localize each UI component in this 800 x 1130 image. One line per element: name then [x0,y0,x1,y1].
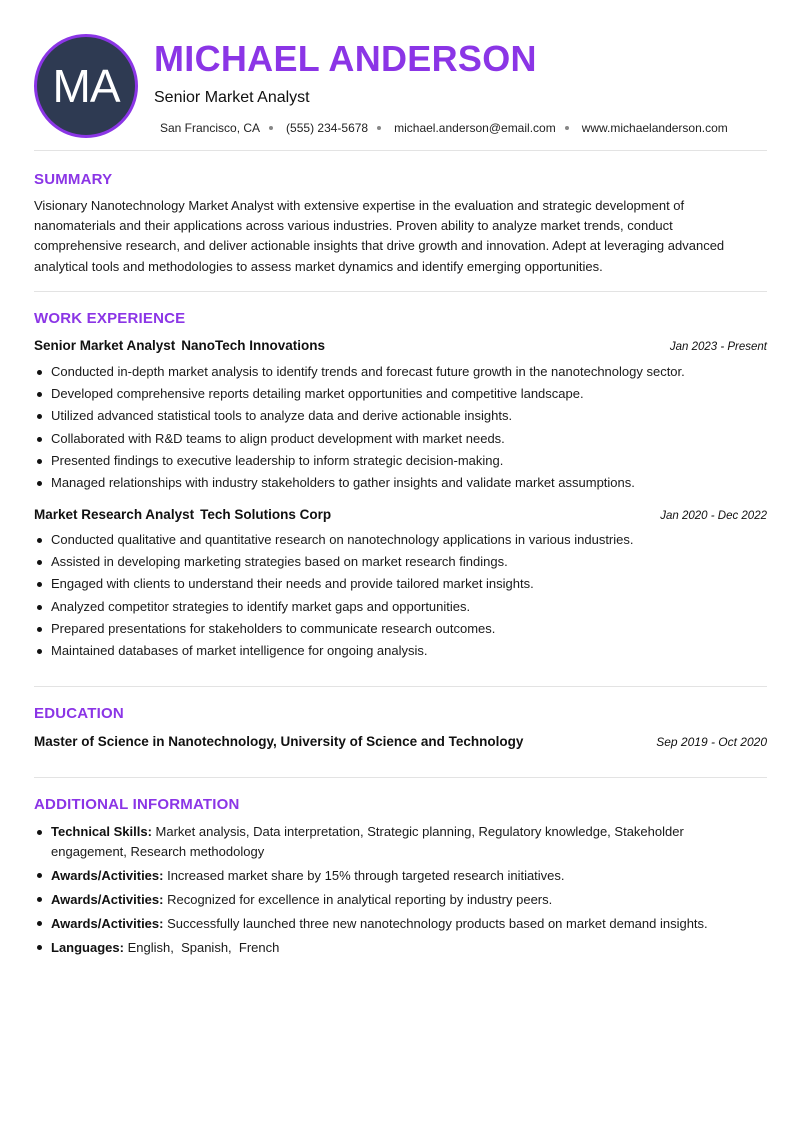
info-label: Awards/Activities: [51,915,164,931]
contact-bar [160,121,767,135]
divider [34,291,767,292]
list-item [51,822,740,861]
summary-text: Visionary Nanotechnology Market Analyst with extensive expertise in the evaluation and strategic development of nanomaterials and their applications across various industries. Proven ability to analyze market trends, conduct comprehensive research, and deliver actionable insights that drive growth and innovation. Adept at leveraging advanced analytical tools and methodologies to assess market dynamics and identify emerging opportunities. [34,198,725,274]
info-text: Increased market share by 15% through targeted research initiatives. [167,867,565,883]
job-bullets [51,361,767,494]
contact-location: San Francisco, CA [160,121,261,135]
list-item: Engaged with clients to understand their needs and provide tailored market insights. [51,573,767,595]
separator-dot-icon [377,126,381,130]
list-item: Conducted qualitative and quantitative research on nanotechnology applications in various industries. [51,529,767,551]
job-company: NanoTech Innovations [181,338,326,353]
list-item: Developed comprehensive reports detailing market opportunities and competitive landscape. [51,383,767,405]
candidate-name: MICHAEL ANDERSON [154,38,537,79]
list-item [51,938,740,958]
job-title [34,507,331,522]
list-item: Presented findings to executive leadership to inform strategic decision-making. [51,450,767,472]
education-date: Sep 2019 - Oct 2020 [656,735,767,749]
avatar-initials: MA [52,60,120,112]
additional-heading: ADDITIONAL INFORMATION [34,796,240,813]
separator-dot-icon [565,126,569,130]
info-text: Successfully launched three new nanotechnology products based on market demand insights. [167,915,708,931]
education-entry [34,734,767,749]
job-role: Senior Market Analyst [34,338,176,353]
job-title [34,338,325,353]
divider [34,150,767,151]
contact-website[interactable]: www.michaelanderson.com [581,121,728,135]
info-text: English, Spanish, French [127,939,280,955]
info-label: Awards/Activities: [51,867,164,883]
job-date: Jan 2023 - Present [669,341,767,353]
list-item: Assisted in developing marketing strategies based on market research findings. [51,551,767,573]
info-text: Recognized for excellence in analytical reporting by industry peers. [167,891,553,907]
info-label: Technical Skills: [51,824,152,839]
job-header [34,338,767,353]
additional-list [51,822,740,962]
summary-heading: SUMMARY [34,171,113,188]
list-item: Maintained databases of market intelligence for ongoing analysis. [51,640,767,662]
info-text: Market analysis, Data interpretation, Strategic planning, Regulatory knowledge, Stakeholder engagement, Research methodology [51,824,684,859]
job-date: Jan 2020 - Dec 2022 [660,510,767,522]
job-company: Tech Solutions Corp [200,507,332,522]
list-item: Utilized advanced statistical tools to analyze data and derive actionable insights. [51,405,767,427]
list-item: Collaborated with R&D teams to align product development with market needs. [51,428,767,450]
list-item: Managed relationships with industry stakeholders to gather insights and validate market assumptions. [51,472,767,494]
job-header [34,507,767,522]
list-item [51,914,740,934]
info-label: Languages: [51,939,124,955]
contact-email[interactable]: michael.anderson@email.com [394,121,556,135]
divider [34,686,767,687]
divider [34,777,767,778]
job-role: Market Research Analyst [34,507,195,522]
contact-phone: (555) 234-5678 [286,121,369,135]
list-item: Prepared presentations for stakeholders to communicate research outcomes. [51,618,767,640]
avatar [34,34,138,138]
experience-heading: WORK EXPERIENCE [34,310,186,327]
candidate-role: Senior Market Analyst [154,89,310,106]
list-item: Analyzed competitor strategies to identify market gaps and opportunities. [51,596,767,618]
education-heading: EDUCATION [34,705,124,722]
job-bullets [51,529,767,662]
info-label: Awards/Activities: [51,891,164,907]
separator-dot-icon [269,126,273,130]
list-item [51,866,740,886]
list-item: Conducted in-depth market analysis to identify trends and forecast future growth in the nanotechnology sector. [51,361,767,383]
list-item [51,890,740,910]
education-degree: Master of Science in Nanotechnology, University of Science and Technology [34,734,524,749]
